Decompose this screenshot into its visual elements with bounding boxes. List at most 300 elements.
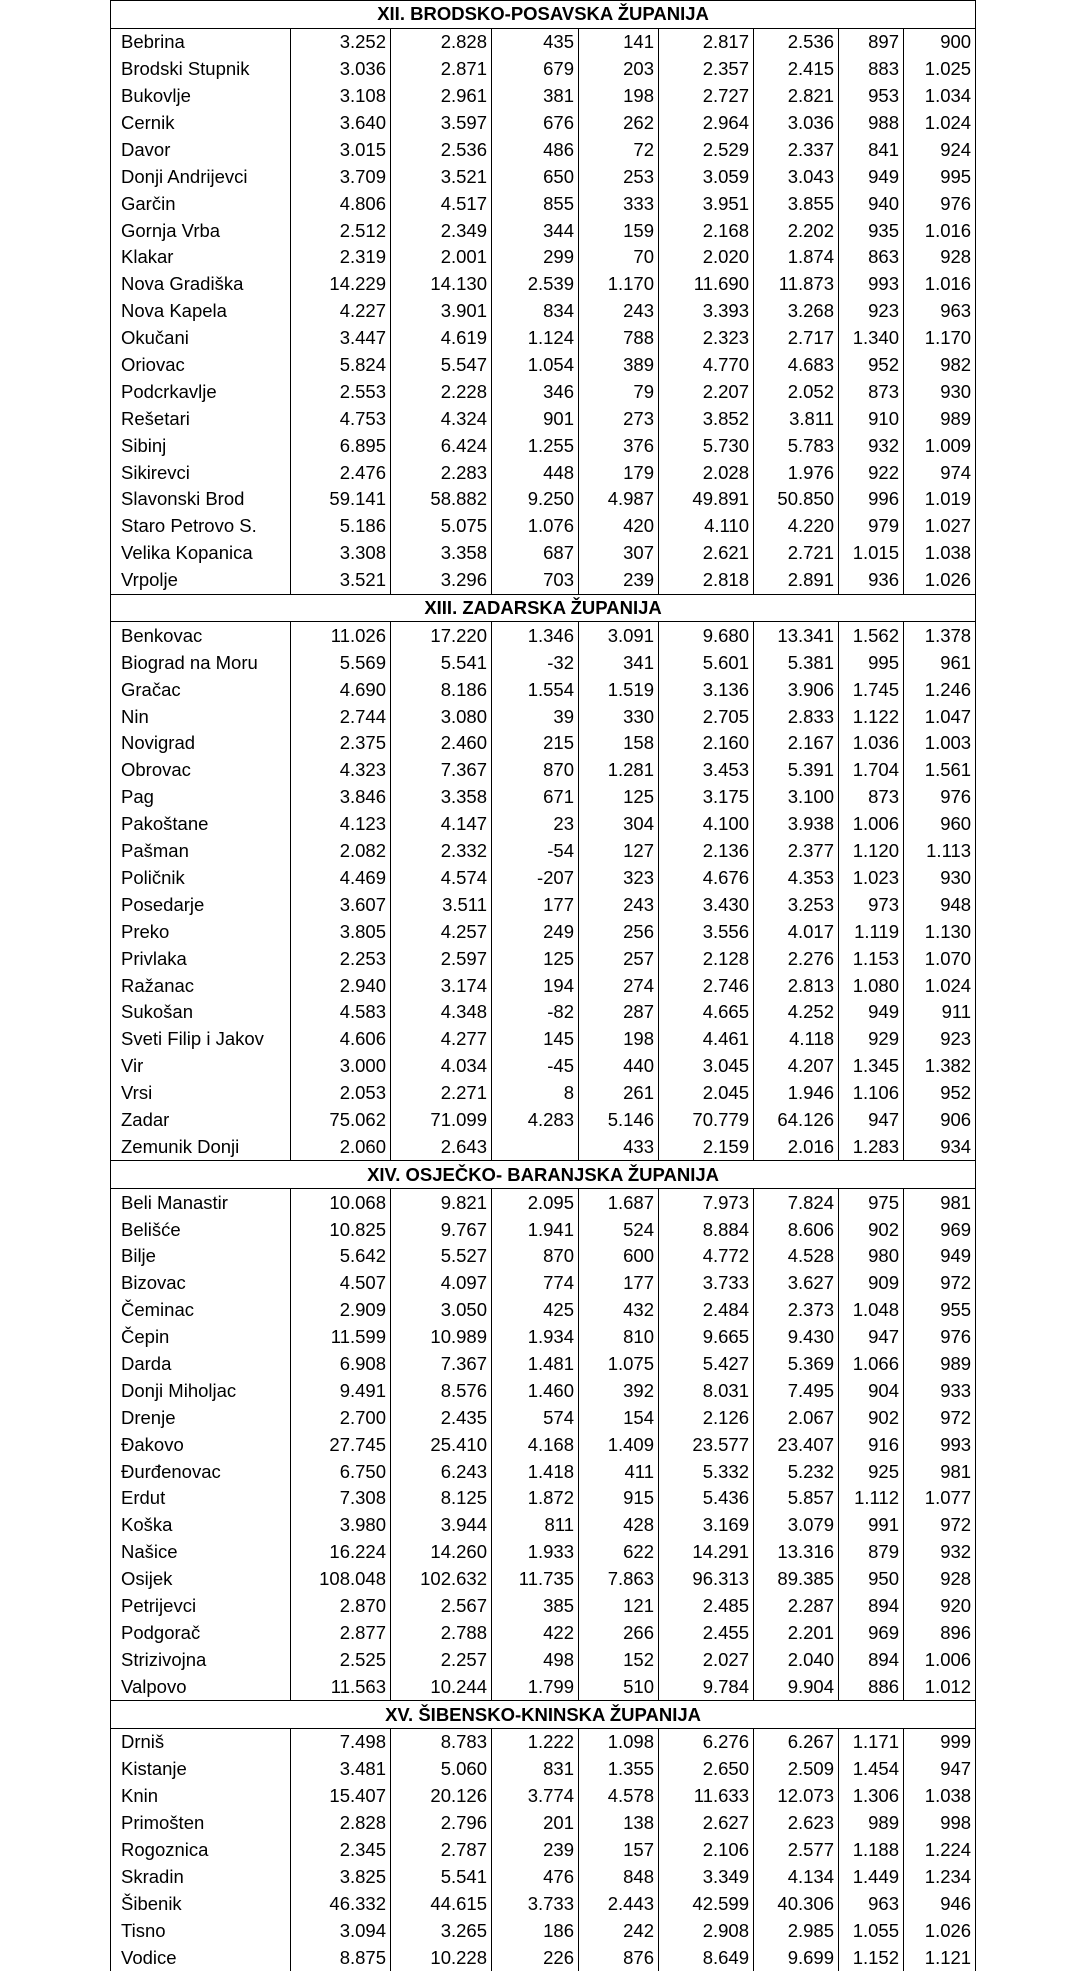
table-row bbox=[111, 676, 976, 703]
table-cell: 974 bbox=[904, 459, 976, 486]
municipality-name: Đakovo bbox=[111, 1431, 291, 1458]
table-cell: 2.460 bbox=[391, 730, 492, 757]
table-cell: 650 bbox=[492, 163, 579, 190]
table-cell: 3.015 bbox=[291, 136, 391, 163]
table-cell: 2.833 bbox=[754, 703, 839, 730]
table-cell: 432 bbox=[579, 1297, 659, 1324]
table-cell: 2.891 bbox=[754, 567, 839, 594]
table-row bbox=[111, 1189, 976, 1216]
table-cell: 3.253 bbox=[754, 891, 839, 918]
table-cell: 2.476 bbox=[291, 459, 391, 486]
table-cell: 2.484 bbox=[659, 1297, 754, 1324]
table-cell: 9.491 bbox=[291, 1377, 391, 1404]
municipality-name: Donji Andrijevci bbox=[111, 163, 291, 190]
table-cell: 2.228 bbox=[391, 378, 492, 405]
table-cell: 930 bbox=[904, 378, 976, 405]
table-cell: 64.126 bbox=[754, 1107, 839, 1134]
table-cell: 1.130 bbox=[904, 918, 976, 945]
table-cell: 979 bbox=[839, 513, 904, 540]
table-cell: 6.750 bbox=[291, 1458, 391, 1485]
table-cell: 1.025 bbox=[904, 56, 976, 83]
table-cell: 5.730 bbox=[659, 432, 754, 459]
table-cell: 3.811 bbox=[754, 405, 839, 432]
municipality-name: Našice bbox=[111, 1539, 291, 1566]
table-cell: 981 bbox=[904, 1189, 976, 1216]
table-cell: 4.017 bbox=[754, 918, 839, 945]
table-cell: 2.287 bbox=[754, 1593, 839, 1620]
table-cell: 1.080 bbox=[839, 972, 904, 999]
table-cell: 3.521 bbox=[291, 567, 391, 594]
table-cell: 1.019 bbox=[904, 486, 976, 513]
table-cell: 1.119 bbox=[839, 918, 904, 945]
table-cell: 5.541 bbox=[391, 649, 492, 676]
table-cell: 2.028 bbox=[659, 459, 754, 486]
table-cell: 6.267 bbox=[754, 1729, 839, 1756]
table-cell: 257 bbox=[579, 945, 659, 972]
table-cell: 928 bbox=[904, 244, 976, 271]
table-row bbox=[111, 1729, 976, 1756]
county-section-header bbox=[111, 1701, 976, 1729]
table-cell: 3.296 bbox=[391, 567, 492, 594]
table-cell: 2.020 bbox=[659, 244, 754, 271]
municipality-name: Drenje bbox=[111, 1404, 291, 1431]
table-cell: 6.424 bbox=[391, 432, 492, 459]
table-cell: 3.627 bbox=[754, 1270, 839, 1297]
table-cell: 935 bbox=[839, 217, 904, 244]
table-cell: 2.257 bbox=[391, 1646, 492, 1673]
table-cell: 900 bbox=[904, 28, 976, 55]
table-cell: 7.367 bbox=[391, 1351, 492, 1378]
table-cell: 5.642 bbox=[291, 1243, 391, 1270]
table-cell: 1.449 bbox=[839, 1863, 904, 1890]
table-cell: 3.094 bbox=[291, 1917, 391, 1944]
table-cell: 2.040 bbox=[754, 1646, 839, 1673]
table-cell: 973 bbox=[839, 891, 904, 918]
table-row bbox=[111, 1917, 976, 1944]
table-cell: 600 bbox=[579, 1243, 659, 1270]
table-cell: 870 bbox=[492, 1243, 579, 1270]
table-cell: 71.099 bbox=[391, 1107, 492, 1134]
table-row bbox=[111, 1863, 976, 1890]
table-cell: 1.048 bbox=[839, 1297, 904, 1324]
table-cell: 2.553 bbox=[291, 378, 391, 405]
table-cell: 703 bbox=[492, 567, 579, 594]
table-row bbox=[111, 83, 976, 110]
table-cell: 848 bbox=[579, 1863, 659, 1890]
table-row bbox=[111, 28, 976, 55]
table-cell: 4.528 bbox=[754, 1243, 839, 1270]
table-cell: 993 bbox=[839, 271, 904, 298]
table-cell: 989 bbox=[904, 405, 976, 432]
table-cell: 23 bbox=[492, 811, 579, 838]
table-cell: 1.561 bbox=[904, 757, 976, 784]
municipality-name: Beli Manastir bbox=[111, 1189, 291, 1216]
table-cell: 1.224 bbox=[904, 1837, 976, 1864]
table-cell: 498 bbox=[492, 1646, 579, 1673]
table-cell: 385 bbox=[492, 1593, 579, 1620]
table-cell: 2.597 bbox=[391, 945, 492, 972]
table-cell: 841 bbox=[839, 136, 904, 163]
table-cell: 671 bbox=[492, 784, 579, 811]
table-cell: 1.113 bbox=[904, 838, 976, 865]
table-cell: 3.308 bbox=[291, 540, 391, 567]
table-cell: 1.346 bbox=[492, 622, 579, 649]
table-cell: 4.517 bbox=[391, 190, 492, 217]
table-cell: 198 bbox=[579, 83, 659, 110]
table-cell: 1.006 bbox=[904, 1646, 976, 1673]
table-row bbox=[111, 1646, 976, 1673]
table-cell: 11.563 bbox=[291, 1673, 391, 1700]
table-cell: 3.521 bbox=[391, 163, 492, 190]
table-row bbox=[111, 838, 976, 865]
table-cell: 20.126 bbox=[391, 1783, 492, 1810]
table-cell: 3.036 bbox=[754, 110, 839, 137]
table-cell: 2.627 bbox=[659, 1810, 754, 1837]
table-cell: 7.863 bbox=[579, 1566, 659, 1593]
municipality-name: Vir bbox=[111, 1053, 291, 1080]
table-cell: 3.733 bbox=[659, 1270, 754, 1297]
table-cell: 1.012 bbox=[904, 1673, 976, 1700]
table-cell: 3.447 bbox=[291, 325, 391, 352]
table-cell: 4.770 bbox=[659, 352, 754, 379]
table-cell: 788 bbox=[579, 325, 659, 352]
table-row bbox=[111, 432, 976, 459]
table-row bbox=[111, 1026, 976, 1053]
table-cell: 2.373 bbox=[754, 1297, 839, 1324]
municipality-name: Koška bbox=[111, 1512, 291, 1539]
table-cell: 8.186 bbox=[391, 676, 492, 703]
table-cell: 3.825 bbox=[291, 1863, 391, 1890]
table-cell: 4.110 bbox=[659, 513, 754, 540]
table-cell: 995 bbox=[904, 163, 976, 190]
table-row bbox=[111, 865, 976, 892]
table-cell: 2.415 bbox=[754, 56, 839, 83]
table-cell: 239 bbox=[492, 1837, 579, 1864]
table-cell: 4.134 bbox=[754, 1863, 839, 1890]
table-cell: 44.615 bbox=[391, 1890, 492, 1917]
table-cell: 2.727 bbox=[659, 83, 754, 110]
table-cell: 177 bbox=[492, 891, 579, 918]
table-cell: 186 bbox=[492, 1917, 579, 1944]
table-row bbox=[111, 1324, 976, 1351]
municipality-name: Vrsi bbox=[111, 1080, 291, 1107]
table-cell: 2.909 bbox=[291, 1297, 391, 1324]
table-cell: 2.577 bbox=[754, 1837, 839, 1864]
table-cell: 5.436 bbox=[659, 1485, 754, 1512]
table-cell: 3.000 bbox=[291, 1053, 391, 1080]
municipality-name: Nin bbox=[111, 703, 291, 730]
table-cell: 2.512 bbox=[291, 217, 391, 244]
table-cell: 344 bbox=[492, 217, 579, 244]
table-cell: 4.987 bbox=[579, 486, 659, 513]
table-cell: 3.709 bbox=[291, 163, 391, 190]
table-cell: 1.054 bbox=[492, 352, 579, 379]
table-cell: 3.358 bbox=[391, 540, 492, 567]
table-cell: 831 bbox=[492, 1756, 579, 1783]
table-cell: 947 bbox=[839, 1324, 904, 1351]
table-cell: 2.455 bbox=[659, 1619, 754, 1646]
table-cell: 1.024 bbox=[904, 972, 976, 999]
municipality-name: Cernik bbox=[111, 110, 291, 137]
table-cell: 2.067 bbox=[754, 1404, 839, 1431]
table-cell: 2.319 bbox=[291, 244, 391, 271]
table-cell: 2.128 bbox=[659, 945, 754, 972]
table-cell: 923 bbox=[904, 1026, 976, 1053]
table-cell: 2.717 bbox=[754, 325, 839, 352]
table-cell: 3.079 bbox=[754, 1512, 839, 1539]
table-cell: 2.961 bbox=[391, 83, 492, 110]
table-cell: 304 bbox=[579, 811, 659, 838]
municipality-name: Tisno bbox=[111, 1917, 291, 1944]
table-cell: 952 bbox=[904, 1080, 976, 1107]
county-section-header bbox=[111, 1, 976, 29]
table-cell: 433 bbox=[579, 1133, 659, 1160]
statistics-table-page bbox=[110, 0, 975, 1971]
table-cell: 1.222 bbox=[492, 1729, 579, 1756]
table-cell: 1.066 bbox=[839, 1351, 904, 1378]
table-cell: 883 bbox=[839, 56, 904, 83]
table-cell: 145 bbox=[492, 1026, 579, 1053]
table-cell: 4.683 bbox=[754, 352, 839, 379]
table-cell: 2.095 bbox=[492, 1189, 579, 1216]
table-cell: 8.884 bbox=[659, 1216, 754, 1243]
table-cell: 2.796 bbox=[391, 1810, 492, 1837]
table-cell: 1.170 bbox=[579, 271, 659, 298]
table-cell: 1.872 bbox=[492, 1485, 579, 1512]
table-cell: 1.023 bbox=[839, 865, 904, 892]
table-cell: 4.097 bbox=[391, 1270, 492, 1297]
table-row bbox=[111, 1810, 976, 1837]
table-cell: 159 bbox=[579, 217, 659, 244]
table-cell: 3.080 bbox=[391, 703, 492, 730]
table-row bbox=[111, 378, 976, 405]
table-cell: 936 bbox=[839, 567, 904, 594]
table-cell: 906 bbox=[904, 1107, 976, 1134]
table-cell: 622 bbox=[579, 1539, 659, 1566]
table-row bbox=[111, 1216, 976, 1243]
municipality-name: Strizivojna bbox=[111, 1646, 291, 1673]
table-cell: 934 bbox=[904, 1133, 976, 1160]
table-cell: 9.699 bbox=[754, 1944, 839, 1971]
table-cell: 2.650 bbox=[659, 1756, 754, 1783]
table-cell: 341 bbox=[579, 649, 659, 676]
table-cell: 11.690 bbox=[659, 271, 754, 298]
table-cell: 1.120 bbox=[839, 838, 904, 865]
table-cell: 510 bbox=[579, 1673, 659, 1700]
county-section-header bbox=[111, 594, 976, 622]
table-cell: 1.024 bbox=[904, 110, 976, 137]
table-cell: 25.410 bbox=[391, 1431, 492, 1458]
table-cell: 915 bbox=[579, 1485, 659, 1512]
table-cell: 855 bbox=[492, 190, 579, 217]
table-cell: 2.787 bbox=[391, 1837, 492, 1864]
table-cell: 676 bbox=[492, 110, 579, 137]
table-cell: 152 bbox=[579, 1646, 659, 1673]
table-cell: 4.324 bbox=[391, 405, 492, 432]
table-cell: 949 bbox=[839, 163, 904, 190]
municipality-name: Erdut bbox=[111, 1485, 291, 1512]
table-row bbox=[111, 190, 976, 217]
table-cell: 574 bbox=[492, 1404, 579, 1431]
table-row bbox=[111, 567, 976, 594]
table-cell: 947 bbox=[904, 1756, 976, 1783]
table-cell: 2.871 bbox=[391, 56, 492, 83]
table-row bbox=[111, 1080, 976, 1107]
table-cell: 2.323 bbox=[659, 325, 754, 352]
table-cell: 1.933 bbox=[492, 1539, 579, 1566]
table-row bbox=[111, 1053, 976, 1080]
table-cell: 2.168 bbox=[659, 217, 754, 244]
municipality-name: Okučani bbox=[111, 325, 291, 352]
table-cell: 988 bbox=[839, 110, 904, 137]
table-cell: 976 bbox=[904, 190, 976, 217]
table-cell: 4.461 bbox=[659, 1026, 754, 1053]
table-cell: 1.112 bbox=[839, 1485, 904, 1512]
table-cell: 976 bbox=[904, 784, 976, 811]
table-cell: 11.735 bbox=[492, 1566, 579, 1593]
table-cell: 3.906 bbox=[754, 676, 839, 703]
table-cell: 2.201 bbox=[754, 1619, 839, 1646]
table-cell: 1.038 bbox=[904, 1783, 976, 1810]
table-cell: 4.583 bbox=[291, 999, 391, 1026]
table-row bbox=[111, 891, 976, 918]
table-cell: 920 bbox=[904, 1593, 976, 1620]
table-cell: 154 bbox=[579, 1404, 659, 1431]
municipality-name: Rogoznica bbox=[111, 1837, 291, 1864]
table-cell: 2.207 bbox=[659, 378, 754, 405]
table-cell: 2.485 bbox=[659, 1593, 754, 1620]
municipality-name: Novigrad bbox=[111, 730, 291, 757]
table-cell: 49.891 bbox=[659, 486, 754, 513]
table-cell: 2.509 bbox=[754, 1756, 839, 1783]
table-row bbox=[111, 1485, 976, 1512]
table-cell: 435 bbox=[492, 28, 579, 55]
table-cell: 3.045 bbox=[659, 1053, 754, 1080]
table-cell: 2.375 bbox=[291, 730, 391, 757]
table-cell: 8.576 bbox=[391, 1377, 492, 1404]
municipality-name: Drniš bbox=[111, 1729, 291, 1756]
table-cell: 6.908 bbox=[291, 1351, 391, 1378]
table-cell: 810 bbox=[579, 1324, 659, 1351]
table-cell: 389 bbox=[579, 352, 659, 379]
table-cell: 1.941 bbox=[492, 1216, 579, 1243]
table-cell: 940 bbox=[839, 190, 904, 217]
table-cell: 901 bbox=[492, 405, 579, 432]
table-cell: 4.257 bbox=[391, 918, 492, 945]
table-cell: 4.806 bbox=[291, 190, 391, 217]
table-cell: 1.340 bbox=[839, 325, 904, 352]
table-cell: 2.700 bbox=[291, 1404, 391, 1431]
table-cell: 1.409 bbox=[579, 1431, 659, 1458]
table-cell: 2.337 bbox=[754, 136, 839, 163]
table-cell: 141 bbox=[579, 28, 659, 55]
table-cell: 981 bbox=[904, 1458, 976, 1485]
table-cell: 1.026 bbox=[904, 1917, 976, 1944]
municipality-name: Osijek bbox=[111, 1566, 291, 1593]
table-cell: 3.358 bbox=[391, 784, 492, 811]
table-cell: 9.784 bbox=[659, 1673, 754, 1700]
table-cell: 5.541 bbox=[391, 1863, 492, 1890]
table-cell: 834 bbox=[492, 298, 579, 325]
table-cell: 961 bbox=[904, 649, 976, 676]
table-cell: 2.345 bbox=[291, 1837, 391, 1864]
table-cell: 2.377 bbox=[754, 838, 839, 865]
table-cell: 7.308 bbox=[291, 1485, 391, 1512]
table-cell: 991 bbox=[839, 1512, 904, 1539]
municipality-name: Slavonski Brod bbox=[111, 486, 291, 513]
municipality-name: Vrpolje bbox=[111, 567, 291, 594]
table-row bbox=[111, 1756, 976, 1783]
table-cell: 4.034 bbox=[391, 1053, 492, 1080]
table-row bbox=[111, 540, 976, 567]
table-cell: 873 bbox=[839, 784, 904, 811]
table-cell: 896 bbox=[904, 1619, 976, 1646]
table-row bbox=[111, 1673, 976, 1700]
table-cell: 411 bbox=[579, 1458, 659, 1485]
table-cell: 811 bbox=[492, 1512, 579, 1539]
table-cell: 3.901 bbox=[391, 298, 492, 325]
table-cell: 4.348 bbox=[391, 999, 492, 1026]
table-cell: 3.091 bbox=[579, 622, 659, 649]
table-cell: 933 bbox=[904, 1377, 976, 1404]
table-cell: 902 bbox=[839, 1216, 904, 1243]
table-cell: 346 bbox=[492, 378, 579, 405]
table-cell: 4.227 bbox=[291, 298, 391, 325]
table-cell: 996 bbox=[839, 486, 904, 513]
table-cell: 5.601 bbox=[659, 649, 754, 676]
table-cell: 989 bbox=[904, 1351, 976, 1378]
table-cell: 1.562 bbox=[839, 622, 904, 649]
table-cell: 8.606 bbox=[754, 1216, 839, 1243]
table-row bbox=[111, 703, 976, 730]
municipality-name: Donji Miholjac bbox=[111, 1377, 291, 1404]
table-row bbox=[111, 945, 976, 972]
table-cell: 2.818 bbox=[659, 567, 754, 594]
table-cell: 2.536 bbox=[391, 136, 492, 163]
table-cell: 3.944 bbox=[391, 1512, 492, 1539]
table-cell: 10.825 bbox=[291, 1216, 391, 1243]
table-cell: 922 bbox=[839, 459, 904, 486]
table-cell: 198 bbox=[579, 1026, 659, 1053]
table-cell: 2.253 bbox=[291, 945, 391, 972]
table-cell: -45 bbox=[492, 1053, 579, 1080]
table-row bbox=[111, 1593, 976, 1620]
table-cell: 242 bbox=[579, 1917, 659, 1944]
table-cell: 1.170 bbox=[904, 325, 976, 352]
table-row bbox=[111, 1512, 976, 1539]
municipality-name: Knin bbox=[111, 1783, 291, 1810]
table-cell: 72 bbox=[579, 136, 659, 163]
municipality-name: Sveti Filip i Jakov bbox=[111, 1026, 291, 1053]
table-row bbox=[111, 1566, 976, 1593]
table-cell: 976 bbox=[904, 1324, 976, 1351]
table-cell: 420 bbox=[579, 513, 659, 540]
table-cell: 4.207 bbox=[754, 1053, 839, 1080]
table-cell: 911 bbox=[904, 999, 976, 1026]
table-row bbox=[111, 730, 976, 757]
table-cell: 1.036 bbox=[839, 730, 904, 757]
municipality-name: Pag bbox=[111, 784, 291, 811]
table-cell: 39 bbox=[492, 703, 579, 730]
table-cell: 1.519 bbox=[579, 676, 659, 703]
table-cell: 3.980 bbox=[291, 1512, 391, 1539]
table-cell: 1.027 bbox=[904, 513, 976, 540]
table-cell: 12.073 bbox=[754, 1783, 839, 1810]
table-cell: 1.460 bbox=[492, 1377, 579, 1404]
table-cell: 23.407 bbox=[754, 1431, 839, 1458]
table-cell: 4.277 bbox=[391, 1026, 492, 1053]
municipality-name: Vodice bbox=[111, 1944, 291, 1971]
